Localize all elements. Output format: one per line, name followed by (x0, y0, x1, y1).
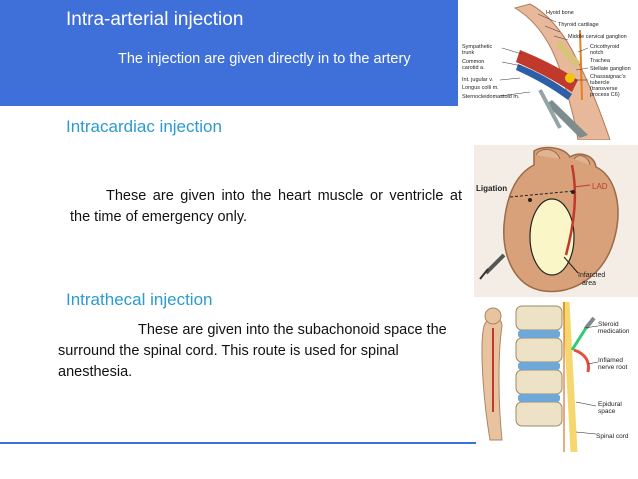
neck-label-transverse: (transverse (590, 86, 618, 92)
neck-label-notch: notch (590, 50, 604, 56)
spine-figure (476, 302, 638, 452)
neck-label-cricothyroid: Cricothyroid (590, 44, 620, 50)
intrathecal-heading: Intrathecal injection (66, 290, 213, 309)
intrathecal-text: These are given into the subachonoid space the surround the spinal cord. This route is used for spinal anesthesia. (58, 322, 447, 380)
neck-label-middle-ganglion: Middle cervical ganglion (568, 34, 627, 40)
neck-anatomy-figure (460, 0, 638, 140)
neck-label-chassaignac: Chassaignac's (590, 74, 626, 80)
heart-label-ligation: Ligation (476, 184, 508, 193)
heart-label-area: area (582, 280, 597, 287)
heart-label-lad: LAD (592, 182, 608, 191)
neck-label-common: Common (462, 59, 485, 65)
neck-label-stellate: Stellate ganglion (590, 66, 631, 72)
spine-label-inflamed: Inflamed (598, 357, 623, 364)
slide-subtitle: The injection are given directly in to the artery (118, 51, 411, 67)
spine-label-steroid: Steroid (598, 321, 619, 328)
heart-label-infarcted: Infarcted (578, 272, 606, 279)
neck-label-sympathetic: Sympathetic (462, 44, 493, 50)
neck-label-sterno: Sternocleidomastoid m. (462, 94, 520, 100)
spine-label-epidural: Epidural (598, 401, 622, 408)
heart-figure (474, 145, 638, 297)
neck-label-tubercle: tubercle (590, 80, 610, 86)
spine-label-nerve-root: nerve root (598, 364, 628, 371)
neck-label-carotid: carotid a. (462, 65, 485, 71)
neck-label-hyoid: Hyoid bone (546, 10, 574, 16)
spine-label-space: space (598, 408, 616, 415)
neck-label-trunk: trunk (462, 50, 475, 56)
neck-label-thyroid: Thyroid cartilage (558, 22, 599, 28)
neck-label-jugular: Int. jugular v. (462, 77, 494, 83)
spine-label-spinal-cord: Spinal cord (596, 433, 629, 440)
intracardiac-heading: Intracardiac injection (66, 117, 222, 136)
neck-label-process: process C6) (590, 92, 620, 98)
neck-label-trachea: Trachea (590, 58, 610, 64)
spine-label-medication: medication (598, 328, 630, 335)
intracardiac-text: These are given into the heart muscle or ventricle at the time of emergency only. (70, 188, 462, 225)
slide-title: Intra-arterial injection (66, 9, 244, 30)
neck-label-longus: Longus colli m. (462, 85, 499, 91)
